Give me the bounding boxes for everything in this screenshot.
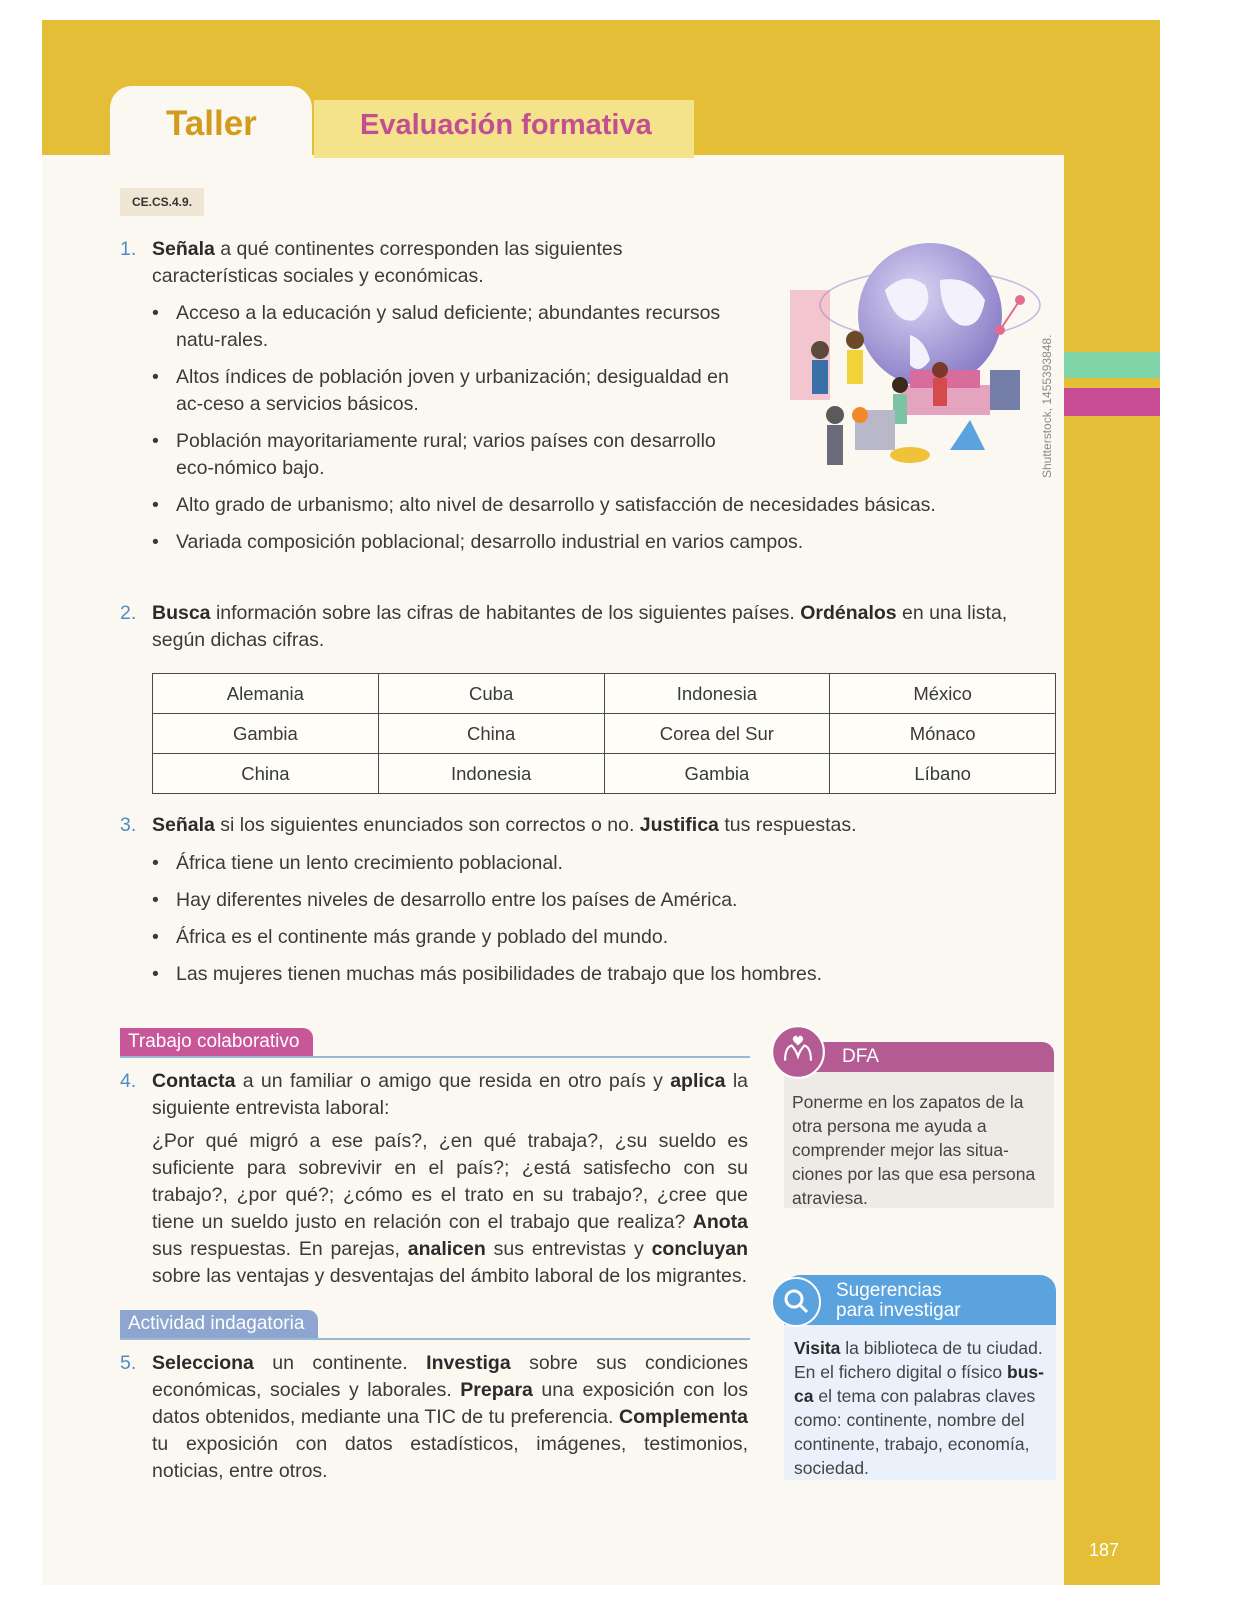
side-tab-pink [1064,388,1160,416]
image-credit: Shutterstock, 1455393848. [1040,334,1054,478]
table-cell: Indonesia [378,754,604,794]
table-cell: México [830,674,1056,714]
table-cell: Mónaco [830,714,1056,754]
question-verb: Ordénalos [800,602,897,624]
question-verb: Investiga [426,1352,511,1374]
question-text: tu exposición con datos estadísticos, imágenes, testimonios, noticias, entre otros. [152,1433,748,1482]
table-cell: China [378,714,604,754]
list-item: • Altos índices de población joven y urbanización; desigualdad en ac-ceso a servicios básicos. [152,364,752,418]
countries-table [152,673,1056,794]
question-2 [120,600,1056,654]
suggestions-title-2: para investigar [836,1300,961,1321]
paragraph-text: sus entrevistas y [485,1238,652,1260]
question-number: 5. [120,1352,137,1374]
table-cell: Corea del Sur [604,714,830,754]
question-text: un continente. [253,1352,427,1374]
question-text: la siguiente entrevista laboral: [152,1070,749,1119]
page-number: 187 [1064,1520,1144,1580]
question-number: 4. [120,1070,137,1092]
magnifier-icon [770,1276,822,1328]
tab-taller [110,86,312,161]
q3-bullet-list [152,850,972,998]
question-text: en una lista, según dichas cifras. [152,602,1008,651]
question-number: 3. [120,814,137,836]
question-text: una exposición con los datos obtenidos, mediante una TIC de tu preferencia. [152,1379,748,1428]
list-item: • Las mujeres tienen muchas más posibilidades de trabajo que los hombres. [152,961,972,988]
list-item: • Acceso a la educación y salud deficiente; abundantes recursos natu-rales. [152,300,752,354]
curriculum-code: CE.CS.4.9. [120,188,204,216]
suggestion-text: la biblioteca de tu ciudad. En el fichero digital o físico [794,1338,1043,1382]
question-4 [120,1068,749,1290]
table-cell: Líbano [830,754,1056,794]
tab-taller-label: Taller [166,104,257,143]
question-number: 1. [120,238,137,260]
section-title: Actividad indagatoria [120,1310,318,1338]
question-text: a un familiar o amigo que resida en otro país y [235,1070,671,1092]
question-verb: Señala [152,814,215,836]
table-cell: Alemania [153,674,379,714]
interview-paragraph [152,1128,748,1290]
list-item: • África es el continente más grande y poblado del mundo. [152,924,972,951]
dfa-text: Ponerme en los zapatos de la otra persona me ayuda a comprender mejor las situa-ciones por las que esa persona atraviesa. [792,1092,1036,1208]
question-verb: Prepara [460,1379,533,1401]
paragraph-text: ¿Por qué migró a ese país?, ¿en qué trabaja?, ¿su sueldo es suficiente para sobrevivir en el país?; ¿está satisfecho con su trabajo?, ¿por qué?; ¿cómo es el trato en su trabajo?, ¿cree que tiene un sueldo justo en relación con el trabajo que realiza? [152,1130,748,1233]
question-verb: Complementa [619,1406,748,1428]
suggestions-title-1: Sugerencias [836,1280,942,1301]
suggestion-text: el tema con palabras claves como: continente, nombre del continente, trabajo, economía, sociedad. [794,1386,1036,1478]
question-verb: concluyan [651,1238,749,1260]
question-verb: analicen [407,1238,486,1260]
hands-heart-icon [770,1024,826,1080]
suggestions-header [784,1275,1056,1325]
paragraph-text: sobre las ventajas y desventajas del ámbito laboral de los migrantes. [152,1265,748,1287]
table-cell: Gambia [604,754,830,794]
table-cell: Cuba [378,674,604,714]
list-item: • Hay diferentes niveles de desarrollo entre los países de América. [152,887,972,914]
side-tab-green [1064,352,1160,378]
list-item: • Variada composición poblacional; desarrollo industrial en varios campos. [152,529,996,556]
question-verb: Busca [152,602,211,624]
list-item: • Población mayoritariamente rural; varios países con desarrollo eco-nómico bajo. [152,428,752,482]
question-text: tus respuestas. [718,814,857,836]
list-item: • África tiene un lento crecimiento poblacional. [152,850,972,877]
side-band [1064,20,1160,1585]
question-text: a qué continentes corresponden las siguientes características sociales y económicas. [152,238,623,287]
question-verb: Selecciona [152,1352,254,1374]
question-verb: Señala [152,238,215,260]
tab-evaluacion-label: Evaluación formativa [360,109,652,141]
dfa-title: DFA [842,1046,879,1067]
question-verb: Anota [692,1211,748,1233]
question-text: información sobre las cifras de habitantes de los siguientes países. [210,602,801,624]
question-text: sobre sus condiciones económicas, sociales y laborales. [152,1352,748,1401]
question-text: si los siguientes enunciados son correctos o no. [214,814,640,836]
question-verb: Justifica [639,814,719,836]
table-row [153,674,1056,714]
suggestion-verb: Visita [794,1338,841,1358]
section-inquiry-header [120,1310,750,1340]
paragraph-text: sus respuestas. En parejas, [152,1238,408,1260]
question-verb: Contacta [152,1070,236,1092]
list-item: • Alto grado de urbanismo; alto nivel de desarrollo y satisfacción de necesidades básicas. [152,492,996,519]
section-collab-header [120,1028,750,1058]
q1-bullet-list [152,300,936,566]
suggestions-text [794,1336,1049,1480]
question-number: 2. [120,602,137,624]
table-cell: Indonesia [604,674,830,714]
tab-evaluacion [314,100,694,158]
question-verb: aplica [670,1070,726,1092]
table-row [153,714,1056,754]
suggestion-verb: bus-ca [794,1362,1044,1406]
table-row [153,754,1056,794]
question-3 [120,812,1056,839]
question-5 [120,1350,748,1485]
question-1 [120,236,752,290]
table-cell: China [153,754,379,794]
section-title: Trabajo colaborativo [120,1028,313,1056]
globe-illustration-icon [790,220,1050,500]
table-cell: Gambia [153,714,379,754]
